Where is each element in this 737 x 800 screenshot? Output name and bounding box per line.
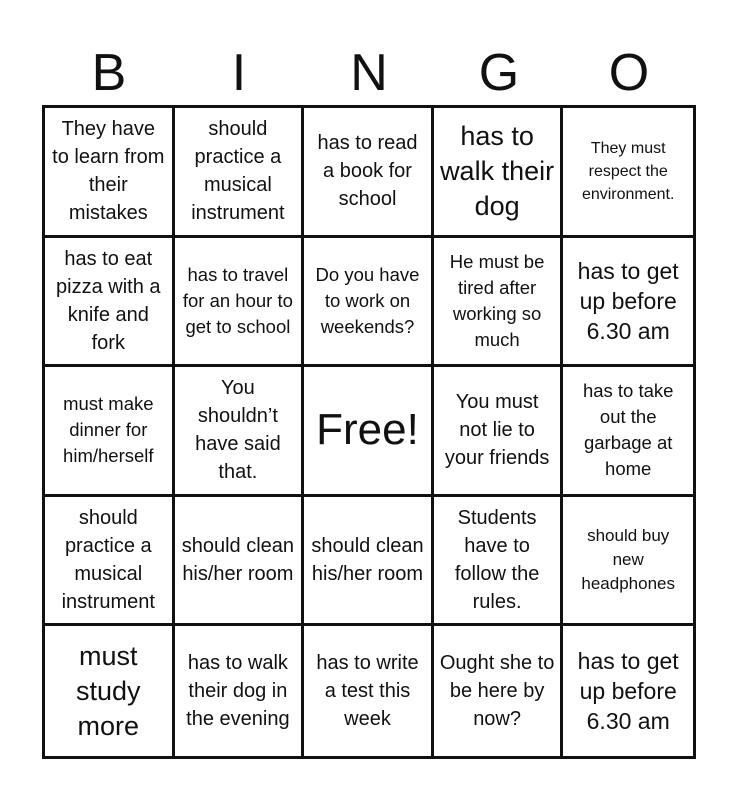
bingo-header: [44, 42, 694, 104]
bingo-cell-r2-c4[interactable]: He must be tired after working so much: [434, 238, 564, 368]
bingo-cell-r5-c1[interactable]: must study more: [45, 626, 175, 756]
bingo-cell-r5-c3[interactable]: has to write a test this week: [304, 626, 434, 756]
bingo-cell-free[interactable]: Free!: [304, 367, 434, 497]
bingo-cell-r1-c2[interactable]: should practice a musical instrument: [175, 108, 305, 238]
bingo-cell-r1-c4[interactable]: has to walk their dog: [434, 108, 564, 238]
bingo-cell-r3-c1[interactable]: must make dinner for him/herself: [45, 367, 175, 497]
bingo-board: [42, 105, 696, 759]
bingo-cell-r1-c5[interactable]: They must respect the environment.: [563, 108, 693, 238]
bingo-cell-r5-c4[interactable]: Ought she to be here by now?: [434, 626, 564, 756]
bingo-cell-r4-c5[interactable]: should buy new headphones: [563, 497, 693, 627]
bingo-cell-r4-c4[interactable]: Students have to follow the rules.: [434, 497, 564, 627]
bingo-cell-r5-c2[interactable]: has to walk their dog in the evening: [175, 626, 305, 756]
bingo-cell-r3-c2[interactable]: You shouldn’t have said that.: [175, 367, 305, 497]
bingo-cell-r3-c4[interactable]: You must not lie to your friends: [434, 367, 564, 497]
bingo-cell-r2-c2[interactable]: has to travel for an hour to get to school: [175, 238, 305, 368]
bingo-cell-r1-c3[interactable]: has to read a book for school: [304, 108, 434, 238]
bingo-cell-r4-c1[interactable]: should practice a musical instrument: [45, 497, 175, 627]
bingo-cell-r5-c5[interactable]: has to get up before 6.30 am: [577, 648, 679, 735]
bingo-cell-r4-c2[interactable]: should clean his/her room: [175, 497, 305, 627]
header-letter-o: O: [608, 44, 650, 102]
header-letter-i: I: [231, 44, 247, 102]
bingo-cell-r4-c3[interactable]: should clean his/her room: [304, 497, 434, 627]
bingo-cell-r2-c1[interactable]: has to eat pizza with a knife and fork: [45, 238, 175, 368]
bingo-cell-r2-c3[interactable]: Do you have to work on weekends?: [304, 238, 434, 368]
bingo-cell-r3-c5[interactable]: has to take out the garbage at home: [563, 367, 693, 497]
header-letter-n: N: [350, 44, 388, 102]
header-letter-b: B: [91, 44, 127, 102]
header-letter-g: G: [478, 44, 520, 102]
bingo-cell-r2-c5[interactable]: has to get up before 6.30 am: [563, 238, 693, 368]
bingo-cell-r1-c1[interactable]: They have to learn from their mistakes: [45, 108, 175, 238]
